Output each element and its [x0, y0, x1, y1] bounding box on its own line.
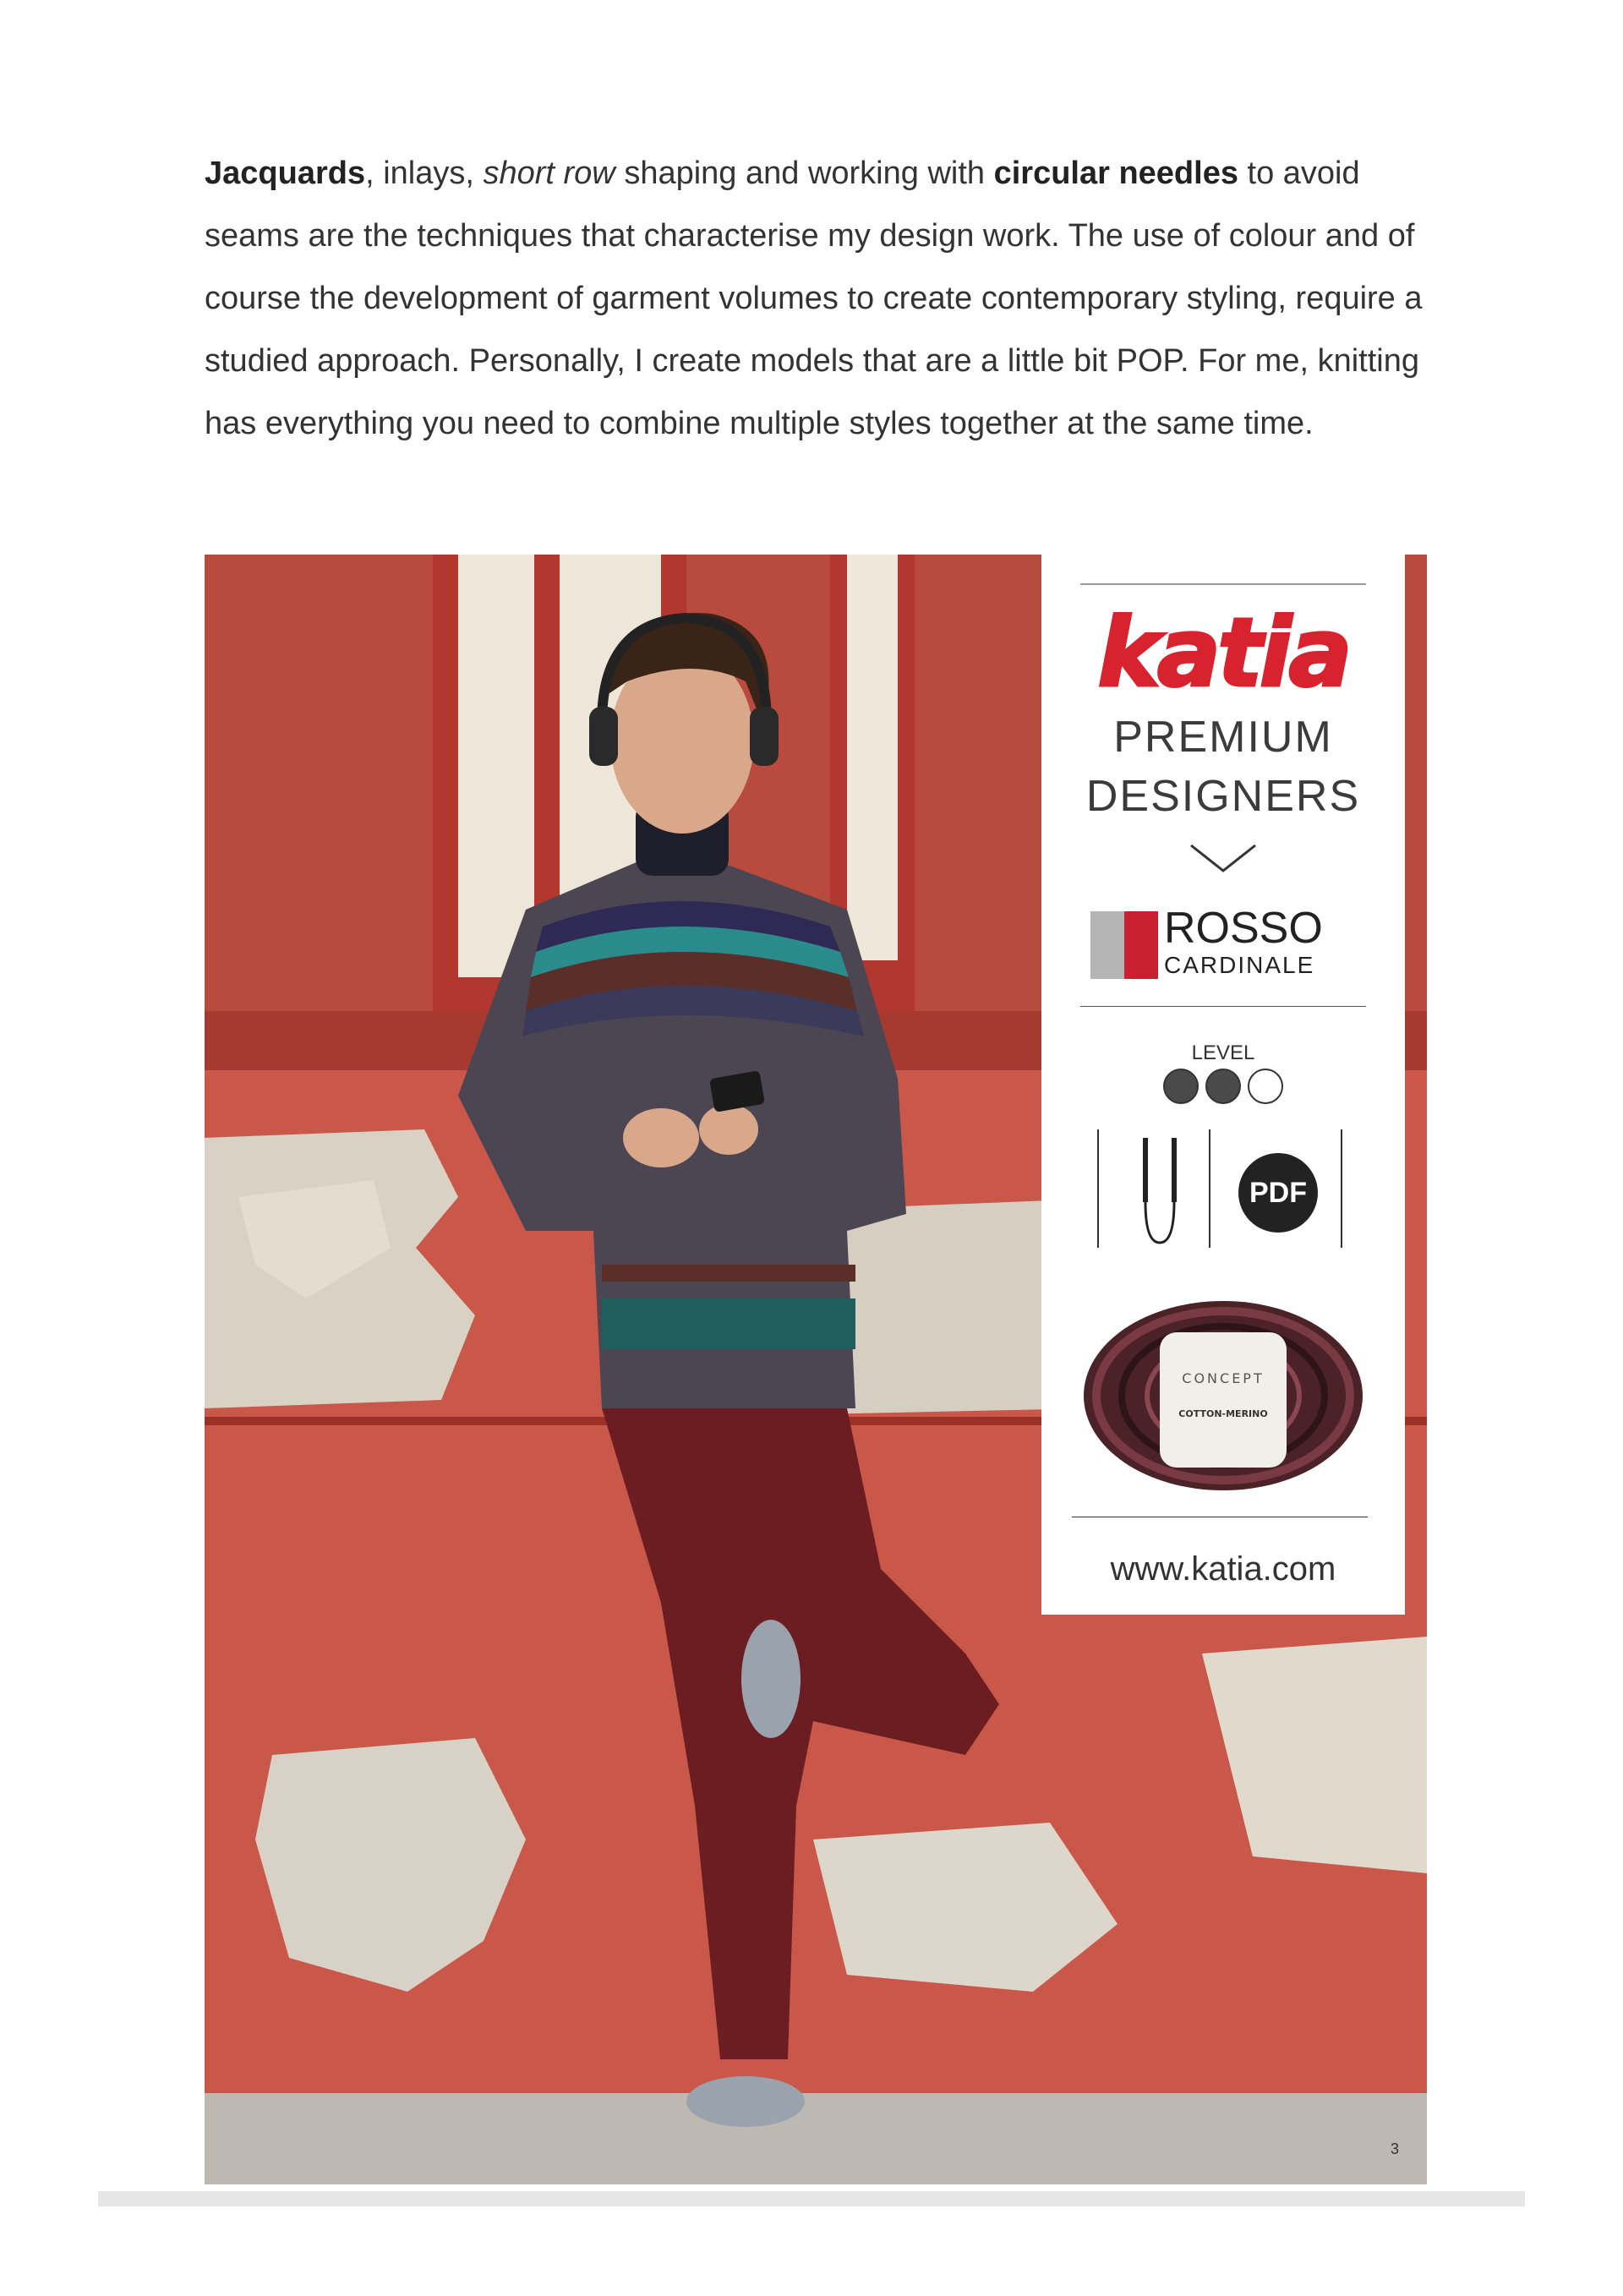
circular-needles-icon [1130, 1134, 1189, 1249]
yarn-brand-text: CONCEPT [1182, 1370, 1265, 1386]
chevron-down-icon [1189, 842, 1257, 876]
pdf-icon[interactable]: PDF [1238, 1153, 1318, 1233]
intro-paragraph [205, 142, 1439, 455]
yarn-color-subname: CARDINALE [1164, 952, 1315, 978]
term-jacquards: Jacquards [205, 156, 366, 191]
level-dot-filled [1205, 1069, 1241, 1104]
color-swatch-grey [1090, 911, 1124, 979]
yarn-product-text: COTTON-MERINO [1178, 1408, 1268, 1419]
level-label: LEVEL [1191, 1041, 1255, 1064]
panel-mid-rule [1080, 1006, 1366, 1007]
level-dot-filled [1163, 1069, 1199, 1104]
intro-text-3: to avoid seams are the techniques that characterise my design work. The use of colour and of course the development of garment volumes to create contemporary styling, require a studied approach. Personally, I create models that are a little bit POP. For me, knitting has everything you need to combine multiple styles together at the same time. [205, 156, 1423, 441]
divider-line [1209, 1129, 1210, 1248]
divider-line [1341, 1129, 1342, 1248]
yarn-color-name: ROSSO [1164, 904, 1323, 953]
intro-text-1: , inlays, [365, 156, 484, 191]
katia-logo: katia [1097, 599, 1349, 708]
designers-label: DESIGNERS [1085, 772, 1361, 821]
term-circular-needles: circular needles [993, 156, 1238, 191]
katia-info-panel [1041, 555, 1405, 1615]
page-bottom-bar [98, 2191, 1525, 2206]
level-dot-empty [1248, 1069, 1283, 1104]
page-number: 3 [1391, 2140, 1400, 2157]
website-link[interactable]: www.katia.com [1110, 1550, 1336, 1588]
level-indicator [1041, 1069, 1405, 1108]
term-short-row: short row [483, 156, 615, 191]
divider-line [1097, 1129, 1099, 1248]
color-swatch-red [1124, 911, 1158, 979]
premium-label: PREMIUM [1113, 713, 1333, 762]
intro-text-2: shaping and working with [615, 156, 994, 191]
panel-top-rule [1080, 583, 1366, 585]
yarn-ball-image [1079, 1298, 1367, 1493]
